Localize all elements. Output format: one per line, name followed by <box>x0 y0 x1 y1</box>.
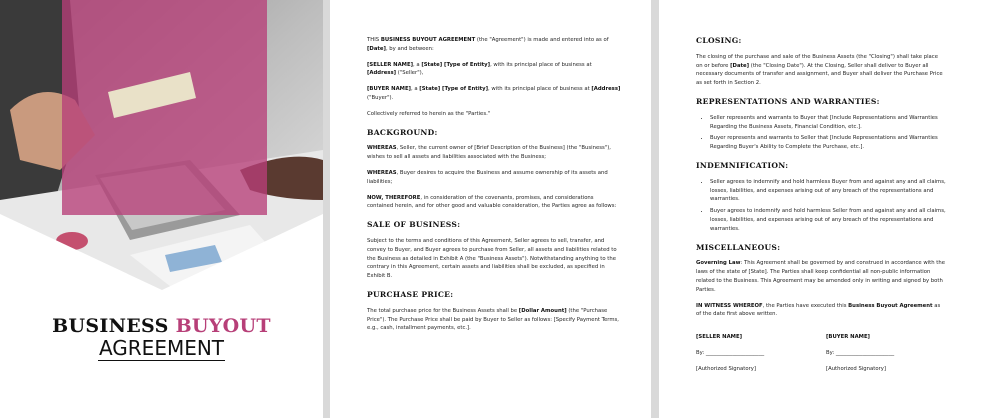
signature-block <box>696 333 946 380</box>
document-page-2 <box>330 0 651 418</box>
cover-page <box>0 0 323 418</box>
cover-photo <box>0 0 323 290</box>
buyer-signature-name: [BUYER NAME] <box>826 334 870 341</box>
reps-list <box>696 114 946 152</box>
misc-heading: MISCELLANEOUS: <box>696 242 781 252</box>
buyer-authorized: [Authorized Signatory] <box>826 365 886 372</box>
cover-subtitle <box>0 336 323 360</box>
reps-heading: REPRESENTATIONS AND WARRANTIES: <box>696 96 880 106</box>
closing-heading: CLOSING: <box>696 36 742 45</box>
seller-by-line: By: ______________________ <box>696 349 765 356</box>
seller-signature-name: [SELLER NAME] <box>696 334 742 341</box>
collectively-paragraph: Collectively referred to herein as the "Parties." <box>367 110 491 117</box>
now-therefore-paragraph: NOW, THEREFORE, in consideration of the covenants, promises, and considerations contained herein, and for other good and valuable consideration, the Parties agree as follows: <box>367 194 617 210</box>
seller-party-paragraph: [SELLER NAME], a [State] [Type of Entity], with its principal place of business at [Address] ("Seller"), <box>367 61 592 77</box>
cover-title-accent: BUYOUT <box>175 315 271 337</box>
intro-paragraph: THIS BUSINESS BUYOUT AGREEMENT (the "Agreement") is made and entered into as of [Date], by and between: <box>367 37 609 52</box>
buyer-signature <box>826 333 946 380</box>
cover-title <box>0 315 323 337</box>
seller-authorized: [Authorized Signatory] <box>696 365 756 372</box>
seller-signature <box>696 333 816 380</box>
background-heading: BACKGROUND: <box>367 127 438 137</box>
list-item: • Buyer represents and warrants to Seller that [Include Representations and Warranties Regarding Buyer's Ability to Complete the Purchase, etc.]. <box>710 134 946 152</box>
buyer-by-line: By: ______________________ <box>826 349 895 356</box>
sale-heading: SALE OF BUSINESS: <box>367 220 461 230</box>
list-item: • Seller represents and warrants to Buyer that [Include Representations and Warranties Regarding the Business Assets, Financial Condition, etc.]. <box>710 114 946 132</box>
sale-paragraph: Subject to the terms and conditions of this Agreement, Seller agrees to sell, transfer, and convey to Buyer, and Buyer agrees to purchase from Seller, all assets and liabilities related to the Business as detailed in Exhibit A (the "Business Assets"). Notwithstanding anything to the contrary in this Agreement, certain assets and liabilities shall be excluded, as specified in Exhibit B. <box>367 237 617 280</box>
price-heading: PURCHASE PRICE: <box>367 289 454 299</box>
governing-law-paragraph: Governing Law: This Agreement shall be governed by and construed in accordance with the laws of the state of [State]. The Parties shall keep confidential all non-public information related to the Business. This Agreement may be amended only in writing and signed by both Parties. <box>696 260 945 293</box>
list-item: • Buyer agrees to indemnify and hold harmless Seller from and against any and all claims, losses, liabilities, and expenses arising out of any breach of the representations and warranties. <box>710 207 946 233</box>
whereas-buyer-paragraph: WHEREAS, Buyer desires to acquire the Business and assume ownership of its assets and liabilities; <box>367 169 608 185</box>
indem-heading: INDEMNIFICATION: <box>696 160 789 170</box>
cover-subtitle-text: AGREEMENT <box>98 336 225 360</box>
price-paragraph: The total purchase price for the Business Assets shall be [Dollar Amount] (the "Purchase Price"). The Purchase Price shall be paid by Buyer to Seller as follows: [Specify Payment Terms, e.g., cash, installment payments, etc.]. <box>367 307 619 332</box>
indem-list <box>696 178 946 234</box>
document-page-3 <box>659 0 981 418</box>
closing-paragraph: The closing of the purchase and sale of the Business Assets (the "Closing") shall take place on or before [Date] (the "Closing Date"). At the Closing, Seller shall deliver to Buyer all necessary documents of transfer and assignment, and Buyer shall deliver the Purchase Price as set forth in Section 2. <box>696 53 943 87</box>
cover-title-dark: BUSINESS <box>52 315 169 337</box>
list-item: • Seller agrees to indemnify and hold harmless Buyer from and against any and all claims, losses, liabilities, and expenses arising out of any breach of the representations and warranties. <box>710 178 946 204</box>
witness-paragraph: IN WITNESS WHEREOF, the Parties have executed this Business Buyout Agreement as of the date first above written. <box>696 302 941 318</box>
buyer-party-paragraph: [BUYER NAME], a [State] [Type of Entity], with its principal place of business at [Address] ("Buyer"). <box>367 86 621 101</box>
whereas-seller-paragraph: WHEREAS, Seller, the current owner of [Brief Description of the Business] (the "Business"), wishes to sell all assets and liabilities associated with the Business; <box>367 145 611 161</box>
